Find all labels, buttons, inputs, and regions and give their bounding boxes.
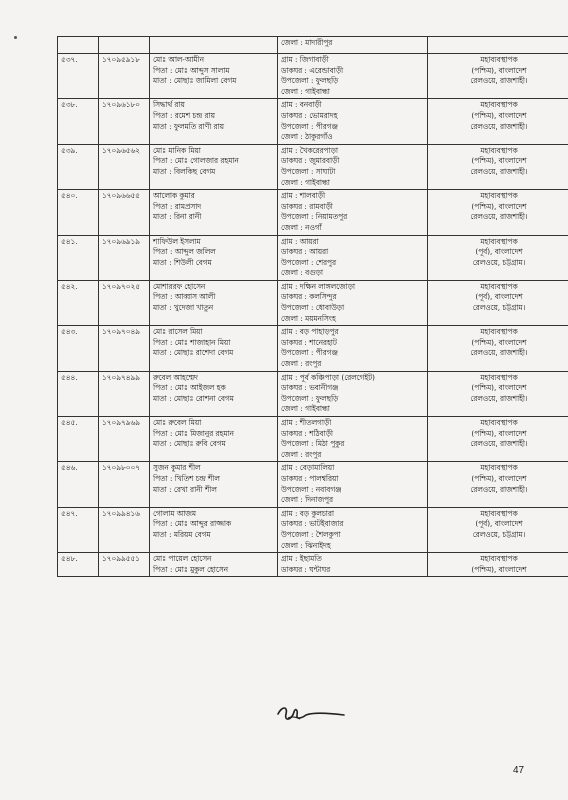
- address-line: উপজেলা : ফুলছড়ি: [281, 76, 339, 86]
- address-line: গ্রাম : বড় কুলচারা: [281, 508, 335, 518]
- serial-number: ৫৪০.: [61, 191, 78, 201]
- posting-line: (পশ্চিম), বাংলাদেশ: [471, 201, 527, 211]
- father-name: পিতা : মোঃ আব্দুর রাজ্জাক: [153, 519, 232, 529]
- posting-line: মহাব্যবস্থাপক: [480, 418, 518, 427]
- address-line: ডাকঘর : এরেন্ডাবাড়ী: [281, 65, 344, 75]
- roll-number: ১৭০৯৫৯১৮: [102, 55, 140, 64]
- table-row: [58, 326, 568, 371]
- posting-line: (পশ্চিম), বাংলাদেশ: [471, 473, 527, 483]
- posting-line: রেলওয়ে, রাজশাহী।: [470, 439, 528, 449]
- roll-number: ১৭০৯৯৫৫১: [102, 554, 140, 564]
- address-cell: [278, 507, 428, 552]
- posting-line: (পশ্চিম), বাংলাদেশ: [471, 564, 527, 574]
- posting-line: মহাব্যবস্থাপক: [480, 554, 518, 564]
- serial-number: ৫৩৮.: [61, 100, 78, 110]
- posting-line: রেলওয়ে, চট্টগ্রাম।: [472, 257, 526, 267]
- posting-line: রেলওয়ে, রাজশাহী।: [470, 348, 528, 358]
- posting-line: মহাব্যবস্থাপক: [480, 463, 518, 473]
- address-line: গ্রাম : ইছামতি: [281, 554, 322, 564]
- address-cell: [278, 553, 428, 577]
- posting-line: রেলওয়ে, রাজশাহী।: [470, 393, 528, 403]
- address-line: উপজেলা : পীরগঞ্জ: [281, 348, 338, 358]
- mother-name: মাতা : বিলকিছ বেগম: [153, 166, 216, 176]
- roll-cell: [99, 417, 150, 462]
- posting-line: রেলওয়ে, রাজশাহী।: [470, 484, 528, 494]
- address-line: জেলা : দিনাজপুর: [281, 495, 334, 505]
- roll-cell: [99, 235, 150, 280]
- posting-cell: [428, 326, 568, 371]
- posting-line: (পশ্চিম), বাংলাদেশ: [471, 110, 527, 120]
- address-line: জেলা : ঠাকুরগাঁও: [281, 132, 333, 142]
- address-line: গ্রাম : বেড়ামালিয়া: [281, 463, 335, 473]
- roll-number: ১৭০৯৬৯১৯: [102, 236, 140, 246]
- table-row: [58, 417, 568, 462]
- posting-cell: [428, 417, 568, 462]
- posting-line: (পশ্চিম), বাংলাদেশ: [471, 337, 527, 347]
- serial-cell: [58, 462, 99, 507]
- address-cell: [278, 190, 428, 235]
- address-line: গ্রাম : বনবাড়ী: [281, 100, 322, 110]
- table-row: [58, 280, 568, 325]
- table-row: [58, 190, 568, 235]
- candidate-name: মোশাররফ হোসেন: [153, 281, 206, 291]
- posting-line: (পশ্চিম), বাংলাদেশ: [471, 428, 527, 438]
- address-line: ডাকঘর : ভোমরাদহ: [281, 110, 338, 120]
- posting-line: (পশ্চিম), বাংলাদেশ: [471, 156, 527, 166]
- mother-name: মাতা : খুদেজা খাতুন: [153, 303, 214, 313]
- posting-line: মহাব্যবস্থাপক: [480, 55, 518, 64]
- mother-name: মাতা : মোছাঃ রাশেদা বেগম: [153, 348, 234, 358]
- address-line: গ্রাম : পূর্ব কঞ্চিপাড়া (রেলগেইট): [281, 372, 375, 382]
- address-line: উপজেলা : নবাবগঞ্জ: [281, 484, 342, 494]
- table-row: [58, 99, 568, 144]
- roll-cell: [99, 190, 150, 235]
- table-row: [58, 144, 568, 189]
- address-line: জেলা : গাইবান্ধা: [281, 86, 330, 96]
- posting-line: মহাব্যবস্থাপক: [480, 327, 518, 337]
- posting-line: (পূর্ব), বাংলাদেশ: [475, 519, 523, 529]
- posting-line: মহাব্যবস্থাপক: [480, 191, 518, 201]
- roll-number: ১৭০৯৮০০৭: [102, 463, 140, 473]
- table-row: [58, 371, 568, 416]
- address-line: জেলা : বগুড়া: [281, 268, 323, 278]
- roll-cell: [99, 326, 150, 371]
- roll-cell: [99, 553, 150, 577]
- name-cell: [150, 54, 278, 99]
- address-line: উপজেলা : পীরগঞ্জ: [281, 121, 338, 131]
- candidate-name: রুবেল আহম্মেদ: [153, 372, 198, 382]
- address-line: ডাকঘর : রামবাড়ী: [281, 201, 333, 211]
- address-line: ডাকঘর : ভবানীগঞ্জ: [281, 383, 339, 393]
- roll-number: ১৭০৯৬১৮০: [102, 100, 140, 110]
- name-cell: [150, 144, 278, 189]
- serial-cell: [58, 417, 99, 462]
- posting-line: মহাব্যবস্থাপক: [480, 236, 518, 246]
- address-line: জেলা : গাইবান্ধা: [281, 404, 330, 414]
- candidate-name: মোঃ মানিক মিয়া: [153, 145, 201, 155]
- roll-number: ১৭০৯৭০২৫: [102, 281, 140, 291]
- address-line: উপজেলা : সাঘাটা: [281, 166, 336, 176]
- address-line: উপজেলা : শৈলকুপা: [281, 529, 341, 539]
- roll-cell: [99, 144, 150, 189]
- serial-cell: [58, 144, 99, 189]
- serial-number: ৫৪১.: [61, 236, 78, 246]
- candidate-name: আলোক কুমার: [153, 191, 195, 201]
- roll-cell: [99, 462, 150, 507]
- name-cell: [150, 326, 278, 371]
- address-line: গ্রাম : জিগাবাড়ী: [281, 55, 329, 64]
- name-cell: [150, 99, 278, 144]
- posting-line: মহাব্যবস্থাপক: [480, 508, 518, 518]
- signature-image: [270, 700, 350, 730]
- posting-cell: [428, 54, 568, 99]
- address-line: ডাকঘর : আয়রা: [281, 247, 329, 257]
- serial-cell: [58, 553, 99, 577]
- serial-cell: [58, 190, 99, 235]
- name-cell: [150, 417, 278, 462]
- father-name: পিতা : মোঃ গোলজার রহমান: [153, 156, 239, 166]
- posting-line: (পূর্ব), বাংলাদেশ: [475, 247, 523, 257]
- roll-number: ১৭০৯৬৫৬২: [102, 145, 140, 155]
- posting-line: (পশ্চিম), বাংলাদেশ: [471, 383, 527, 393]
- posting-cell: [428, 462, 568, 507]
- serial-number: ৫৪৮.: [61, 554, 78, 564]
- serial-number: ৫৪৬.: [61, 463, 78, 473]
- serial-cell: [58, 54, 99, 99]
- address-line: ডাকঘর : শানেরহাট: [281, 337, 337, 347]
- table-row: [58, 54, 568, 99]
- roll-cell: [99, 371, 150, 416]
- name-cell: [150, 190, 278, 235]
- address-line: গ্রাম : শীতলগাড়ী: [281, 418, 332, 427]
- roll-number: ১৭০৯৯৪১৬: [102, 508, 140, 518]
- serial-cell: [58, 99, 99, 144]
- roll-number: ১৭০৯৭০৪৯: [102, 327, 140, 337]
- posting-cell: [428, 371, 568, 416]
- address-cell: [278, 371, 428, 416]
- serial-cell: [58, 326, 99, 371]
- posting-line: রেলওয়ে, চট্টগ্রাম।: [472, 303, 526, 313]
- mother-name: মাতা : মোছাঃ রোশনা বেগম: [153, 393, 234, 403]
- posting-cell: [428, 507, 568, 552]
- candidate-table: [57, 36, 568, 577]
- roll-number: ১৭০৯৭৪৯৯: [102, 372, 140, 382]
- name-cell: [150, 371, 278, 416]
- address-line: গ্রাম : খৈকরেরপাড়া: [281, 145, 338, 155]
- address-cell: [278, 326, 428, 371]
- mother-name: মাতা : শিউলী বেগম: [153, 257, 212, 267]
- name-cell: [150, 280, 278, 325]
- candidate-name: মোঃ রাসেল মিয়া: [153, 327, 203, 337]
- posting-cell: [428, 144, 568, 189]
- table-row: [58, 553, 568, 577]
- scan-speck: [14, 36, 17, 39]
- roll-cell: [99, 507, 150, 552]
- address-line: গ্রাম : বড় পাহাড়পুর: [281, 327, 339, 337]
- mother-name: মাতা : রেখা রানী শীল: [153, 484, 217, 494]
- address-line: ডাকঘর : পালশ্বরিয়া: [281, 473, 339, 483]
- address-line: ডাকঘর : শঠিবাড়ী: [281, 428, 333, 438]
- serial-number: ৫৪৩.: [61, 327, 78, 337]
- address-cell: [278, 99, 428, 144]
- father-name: পিতা : আব্বাস আলী: [153, 292, 216, 302]
- father-name: পিতা : রামপ্রসাদ: [153, 201, 202, 211]
- roll-number: ১৭০৯৭৯৬৯: [102, 418, 140, 427]
- father-name: পিতা : মোঃ মুকুল হোসেন: [153, 564, 228, 574]
- posting-line: মহাব্যবস্থাপক: [480, 372, 518, 382]
- posting-line: (পশ্চিম), বাংলাদেশ: [471, 65, 527, 75]
- address-line: উপজেলা : মিঠা পুকুর: [281, 439, 345, 449]
- address-line: গ্রাম : দক্ষিন লাঙ্গলজোড়া: [281, 281, 355, 291]
- candidate-name: সিদ্ধার্থ রায়: [153, 100, 185, 110]
- mother-name: মাতা : ফুলমতি রাণী রায়: [153, 121, 224, 131]
- candidate-name: গোলাম আজম: [153, 508, 196, 518]
- serial-number: ৫৪৫.: [61, 418, 78, 427]
- candidate-name: সুজন কুমার শীল: [153, 463, 201, 473]
- father-name: পিতা : খিতিশ চন্দ্র শীল: [153, 473, 220, 483]
- posting-cell: [428, 553, 568, 577]
- posting-cell: [428, 235, 568, 280]
- name-cell: [150, 507, 278, 552]
- address-line: গ্রাম : শালবাড়ী: [281, 191, 326, 201]
- address-line: জেলা : রংপুর: [281, 449, 322, 459]
- table-row: [58, 507, 568, 552]
- address-line: ডাকঘর : ভাটইবাজার: [281, 519, 344, 529]
- table-row: [58, 37, 568, 54]
- serial-number: ৫৩৯.: [61, 145, 78, 155]
- address-line: জেলা : ঝিনাইদহ: [281, 540, 331, 550]
- posting-cell: [428, 280, 568, 325]
- father-name: পিতা : মোঃ আব্দুস সালাম: [153, 65, 230, 75]
- posting-line: মহাব্যবস্থাপক: [480, 145, 518, 155]
- posting-line: রেলওয়ে, রাজশাহী।: [470, 166, 528, 176]
- serial-number: ৫৪৪.: [61, 372, 78, 382]
- address-cell: [278, 417, 428, 462]
- address-cell: জেলা : মাদারীপুর: [278, 37, 428, 54]
- address-line: ডাকঘর : ঘন্টাঘর: [281, 564, 331, 574]
- serial-cell: [58, 235, 99, 280]
- posting-line: রেলওয়ে, চট্টগ্রাম।: [472, 529, 526, 539]
- serial-cell: [58, 280, 99, 325]
- posting-cell: [428, 190, 568, 235]
- candidate-name: শাফিউল ইসলাম: [153, 236, 201, 246]
- posting-line: রেলওয়ে, রাজশাহী।: [470, 121, 528, 131]
- address-line: জেলা : নওগাঁ: [281, 222, 322, 232]
- table-row: [58, 462, 568, 507]
- name-cell: [150, 235, 278, 280]
- address-cell: [278, 235, 428, 280]
- posting-line: মহাব্যবস্থাপক: [480, 281, 518, 291]
- roll-cell: [99, 99, 150, 144]
- father-name: পিতা : আব্দুল জলিল: [153, 247, 216, 257]
- address-line: গ্রাম : আয়রা: [281, 236, 319, 246]
- address-line: ডাকঘর : জুমারবাড়ী: [281, 156, 340, 166]
- address-cell: [278, 54, 428, 99]
- address-line: ডাকঘর : কলসিন্দুর: [281, 292, 337, 302]
- candidate-name: মোঃ আল-আমীন: [153, 55, 204, 64]
- address-line: উপজেলা : নিয়ামতপুর: [281, 212, 348, 222]
- address-cell: [278, 462, 428, 507]
- roll-cell: [99, 280, 150, 325]
- address-cell: [278, 280, 428, 325]
- address-line: উপজেলা : শেরপুর: [281, 257, 337, 267]
- serial-cell: [58, 507, 99, 552]
- father-name: পিতা : রমেশ চন্দ্র রায়: [153, 110, 215, 120]
- mother-name: মাতা : মোছাঃ জামিলা বেগম: [153, 76, 237, 86]
- mother-name: মাতা : মরিয়ম বেগম: [153, 529, 211, 539]
- address-line: উপজেলা : ধোবাউড়া: [281, 303, 345, 313]
- roll-cell: [99, 54, 150, 99]
- mother-name: মাতা : রিনা রানী: [153, 212, 202, 222]
- posting-line: (পূর্ব), বাংলাদেশ: [475, 292, 523, 302]
- father-name: পিতা : মোঃ শাজাহান মিয়া: [153, 337, 231, 347]
- serial-number: ৫৪২.: [61, 281, 78, 291]
- posting-line: রেলওয়ে, রাজশাহী।: [470, 76, 528, 86]
- page-number: 47: [513, 765, 525, 776]
- serial-cell: [58, 371, 99, 416]
- address-line: জেলা : রংপুর: [281, 359, 322, 369]
- address-cell: [278, 144, 428, 189]
- address-line: উপজেলা : ফুলছড়ি: [281, 393, 339, 403]
- address-line: জেলা : ময়মনসিংহ: [281, 313, 336, 323]
- posting-line: রেলওয়ে, রাজশাহী।: [470, 212, 528, 222]
- father-name: পিতা : মোঃ মিজানুর রহমান: [153, 428, 234, 438]
- posting-line: মহাব্যবস্থাপক: [480, 100, 518, 110]
- table-row: [58, 235, 568, 280]
- posting-cell: [428, 99, 568, 144]
- address-line: জেলা : গাইবান্ধা: [281, 177, 330, 187]
- father-name: পিতা : মোঃ আইজল হক: [153, 383, 226, 393]
- name-cell: [150, 462, 278, 507]
- candidate-name: মোঃ রুবেল মিয়া: [153, 418, 202, 427]
- name-cell: [150, 553, 278, 577]
- mother-name: মাতা : মোছাঃ রুবি বেগম: [153, 439, 226, 449]
- candidate-name: মোঃ পায়েল হোসেন: [153, 554, 212, 564]
- serial-number: ৫৪৭.: [61, 508, 78, 518]
- serial-number: ৫৩৭.: [61, 55, 78, 64]
- roll-number: ১৭০৯৬৬৫৫: [102, 191, 140, 201]
